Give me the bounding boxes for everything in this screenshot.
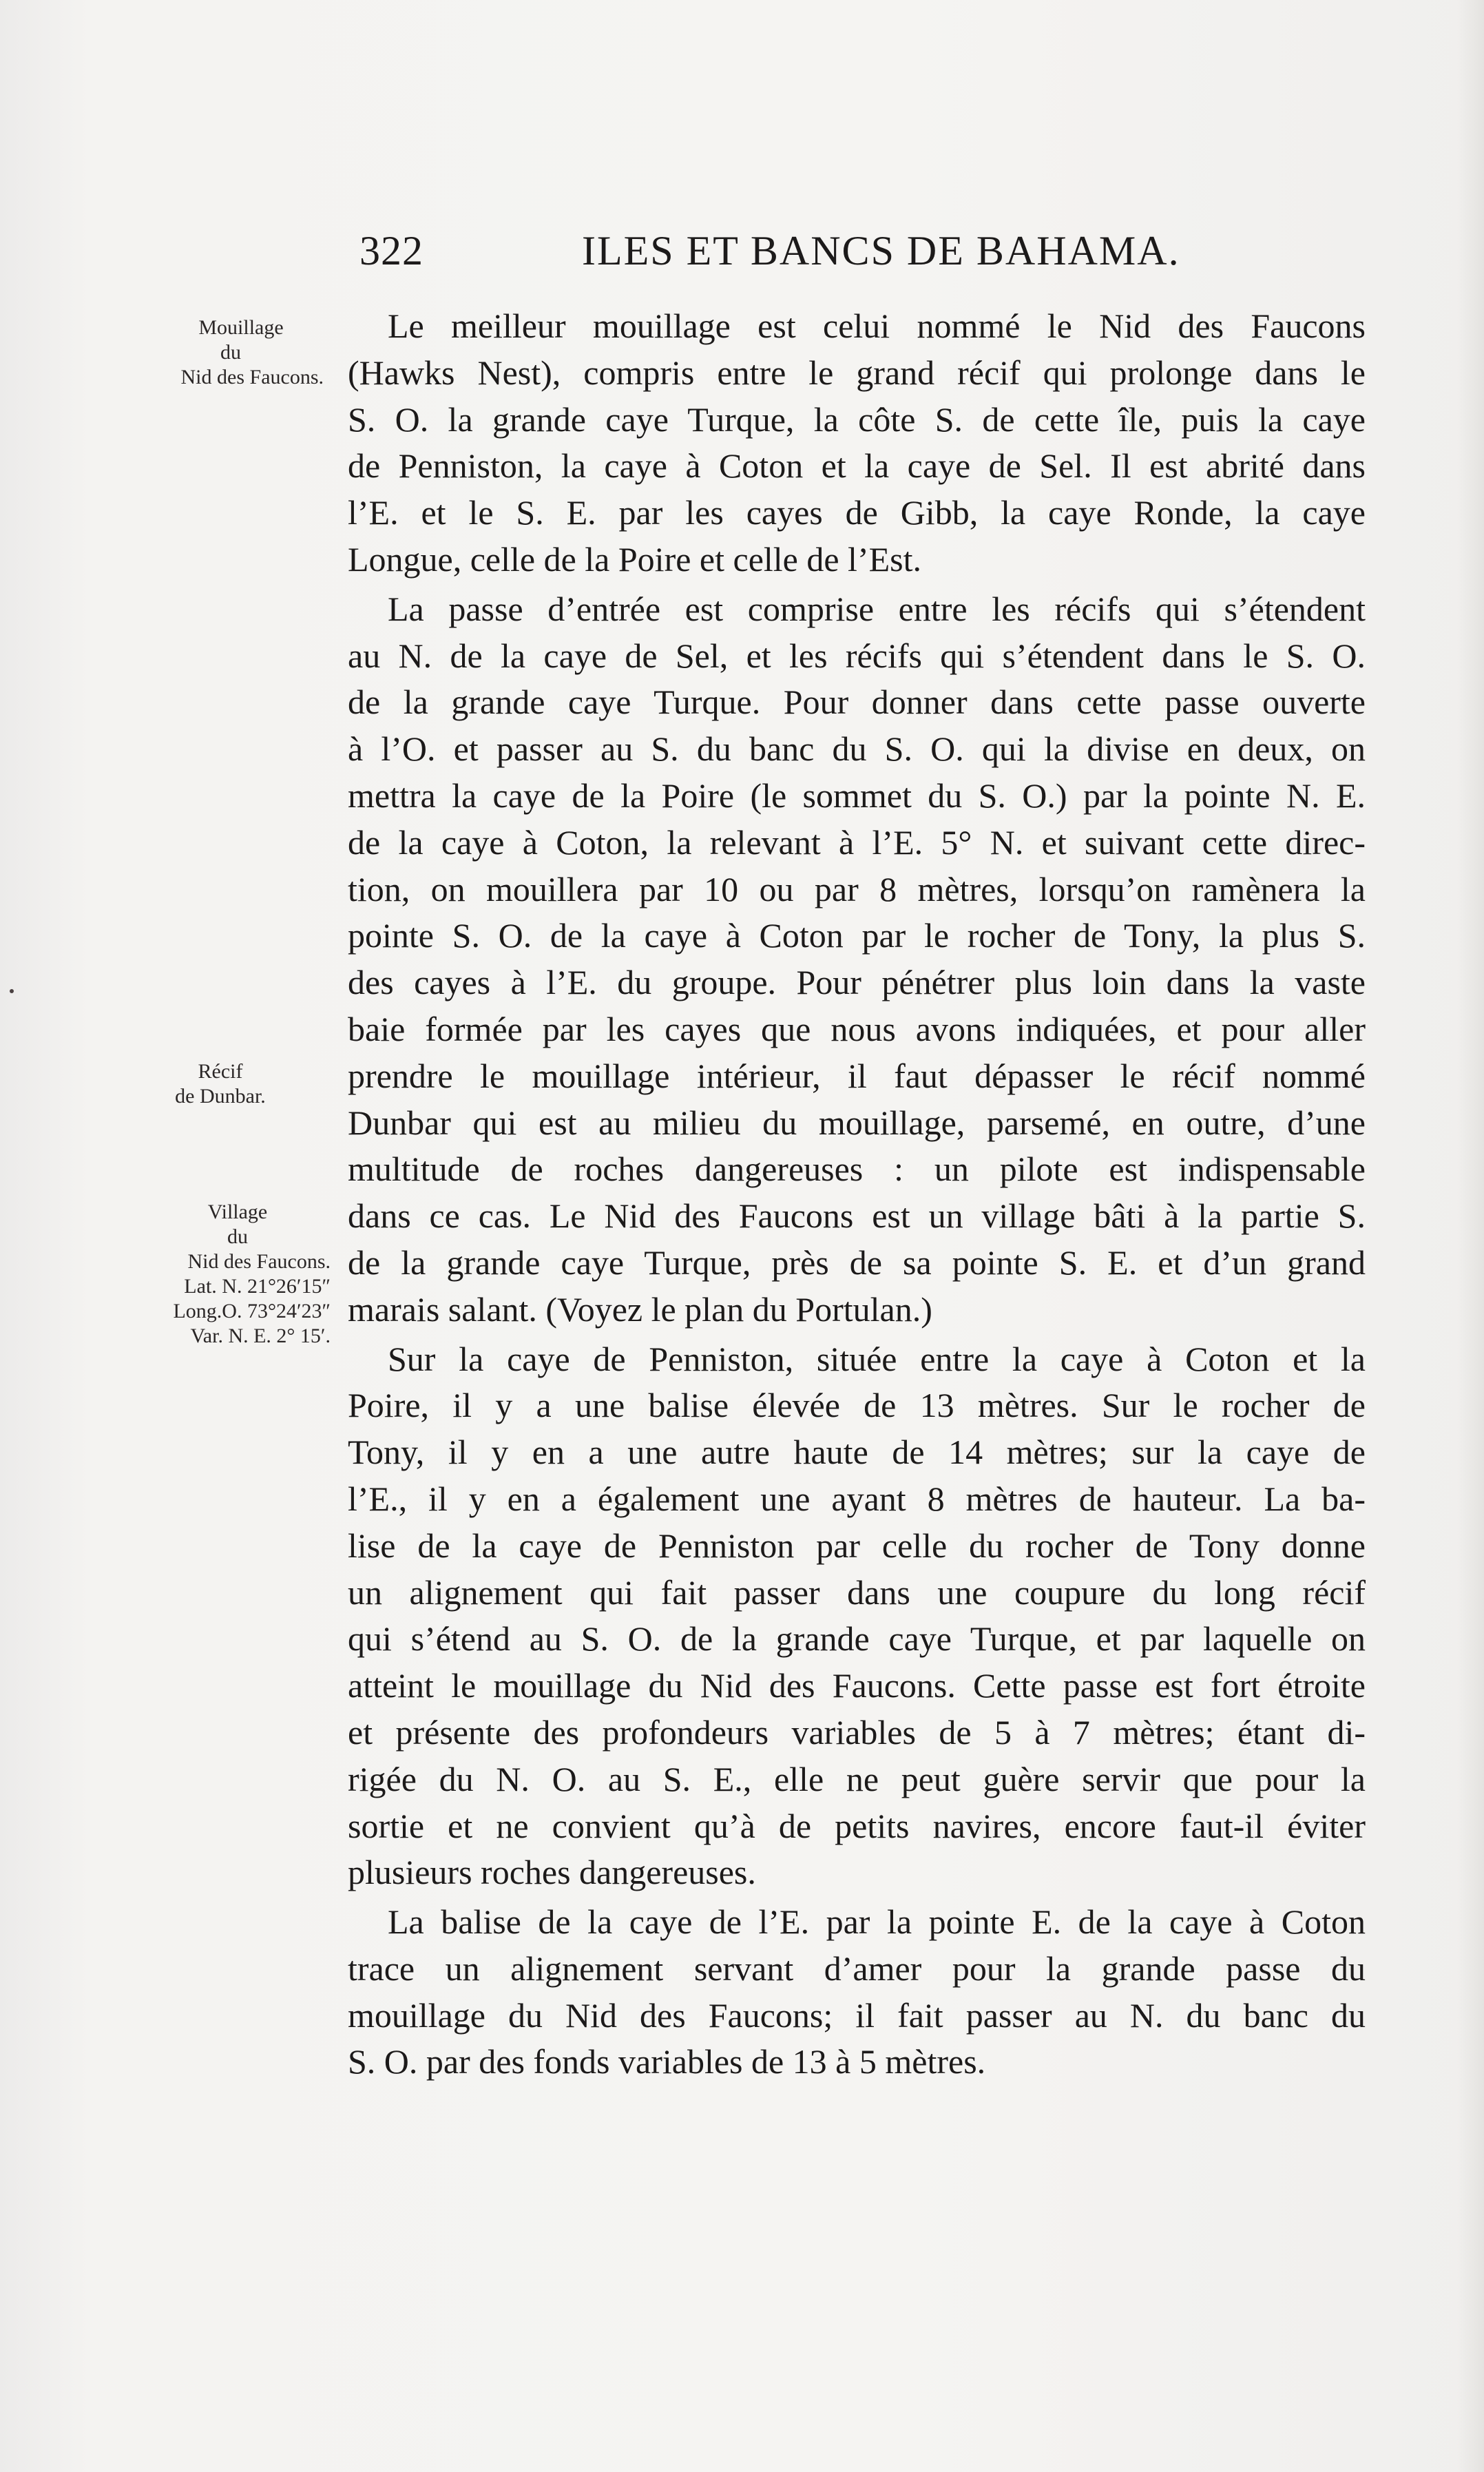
text-line: dans ce cas. Le Nid des Faucons est un village bâti à la partie S.: [348, 1196, 1366, 1236]
paper-speck: [10, 989, 14, 993]
margin-note-line: Long.O. 73°24′23″: [173, 1300, 331, 1322]
text-line: baie formée par les cayes que nous avons indiquées, et pour aller: [348, 1009, 1366, 1048]
margin-note-village: [124, 1200, 331, 1349]
text-line: plusieurs roches dangereuses.: [348, 1853, 756, 1892]
text-line: S. O. la grande caye Turque, la côte S. de cette île, puis la caye: [348, 399, 1366, 439]
text-line: lise de la caye de Penniston par celle du rocher de Tony donne: [348, 1526, 1366, 1565]
text-line: à l’O. et passer au S. du banc du S. O. qui la divise en deux, on: [348, 729, 1366, 769]
text-line: trace un alignement servant d’amer pour la grande passe du: [348, 1949, 1366, 1988]
margin-note-line: Nid des Faucons.: [180, 366, 324, 388]
text-line: l’E., il y en a également une ayant 8 mètres de hauteur. La ba-: [348, 1479, 1366, 1518]
text-line: mouillage du Nid des Faucons; il fait passer au N. du banc du: [348, 1995, 1366, 2035]
text-line: l’E. et le S. E. par les cayes de Gibb, la caye Ronde, la caye: [348, 493, 1366, 532]
margin-note-line: Var. N. E. 2° 15′.: [190, 1325, 331, 1347]
text-line: pointe S. O. de la caye à Coton par le rocher de Tony, la plus S.: [348, 916, 1366, 955]
margin-note-line: Nid des Faucons.: [187, 1250, 331, 1273]
margin-note-line: du: [227, 1225, 248, 1248]
text-line: Longue, celle de la Poire et celle de l’Est.: [348, 539, 921, 579]
margin-note-line: Récif: [198, 1060, 243, 1083]
text-line: qui s’étend au S. O. de la grande caye Turque, et par laquelle on: [348, 1619, 1366, 1659]
body-text: [348, 303, 1366, 2088]
text-line: prendre le mouillage intérieur, il faut dépasser le récif nommé: [348, 1056, 1366, 1095]
text-line: tion, on mouillera par 10 ou par 8 mètres, lorsqu’on ramènera la: [348, 869, 1366, 908]
text-line: au N. de la caye de Sel, et les récifs qui s’étendent dans le S. O.: [348, 636, 1366, 675]
text-line: Tony, il y en a une autre haute de 14 mètres; sur la caye de: [348, 1433, 1366, 1472]
margin-note-line: du: [220, 341, 241, 364]
paragraph-mouillage: [348, 303, 1366, 583]
paragraph-passe-entree: [348, 586, 1366, 1333]
paragraph-penniston: [348, 1336, 1366, 1897]
text-line: La passe d’entrée est comprise entre les récifs qui s’étendent: [388, 589, 1366, 628]
margin-note-recif-dunbar: [151, 1059, 289, 1109]
page-edge-shadow: [1456, 0, 1484, 2472]
text-line: de la grande caye Turque. Pour donner dans cette passe ouverte: [348, 683, 1366, 722]
text-line: La balise de la caye de l’E. par la pointe E. de la caye à Coton: [388, 1902, 1366, 1942]
text-line: (Hawks Nest), compris entre le grand récif qui prolonge dans le: [348, 353, 1366, 392]
text-line: rigée du N. O. au S. E., elle ne peut guère servir que pour la: [348, 1759, 1366, 1798]
page-number: 322: [359, 228, 424, 273]
running-title: ILES ET BANCS DE BAHAMA.: [582, 228, 1180, 273]
text-line: et présente des profondeurs variables de 5 à 7 mètres; étant di-: [348, 1712, 1366, 1752]
text-line: multitude de roches dangereuses : un pilote est indispensable: [348, 1150, 1366, 1189]
text-line: Poire, il y a une balise élevée de 13 mètres. Sur le rocher de: [348, 1386, 1366, 1425]
paragraph-balise: [348, 1899, 1366, 2086]
text-line: Sur la caye de Penniston, située entre la caye à Coton et la: [388, 1339, 1366, 1378]
text-line: des cayes à l’E. du groupe. Pour pénétrer plus loin dans la vaste: [348, 963, 1366, 1002]
text-line: de la grande caye Turque, près de sa pointe S. E. et d’un grand: [348, 1243, 1366, 1282]
text-line: Le meilleur mouillage est celui nommé le Nid des Faucons: [388, 307, 1366, 345]
text-line: marais salant. (Voyez le plan du Portulan.): [348, 1289, 932, 1329]
margin-note-mouillage: [117, 315, 324, 390]
text-line: Dunbar qui est au milieu du mouillage, parsemé, en outre, d’une: [348, 1103, 1366, 1142]
text-line: atteint le mouillage du Nid des Faucons. Cette passe est fort étroite: [348, 1666, 1366, 1705]
page-header: [0, 227, 1484, 282]
text-line: sortie et ne convient qu’à de petits navires, encore faut-il éviter: [348, 1806, 1366, 1845]
margin-note-line: de Dunbar.: [175, 1085, 266, 1108]
margin-note-line: Mouillage: [198, 316, 284, 339]
text-line: mettra la caye de la Poire (le sommet du S. O.) par la pointe N. E.: [348, 776, 1366, 815]
text-line: de Penniston, la caye à Coton et la caye de Sel. Il est abrité dans: [348, 446, 1366, 486]
margin-note-line: Lat. N. 21°26′15″: [184, 1275, 331, 1298]
text-line: de la caye à Coton, la relevant à l’E. 5° N. et suivant cette direc-: [348, 822, 1366, 862]
text-line: S. O. par des fonds variables de 13 à 5 mètres.: [348, 2042, 986, 2081]
text-line: un alignement qui fait passer dans une coupure du long récif: [348, 1572, 1366, 1612]
margin-note-line: Village: [207, 1201, 268, 1223]
